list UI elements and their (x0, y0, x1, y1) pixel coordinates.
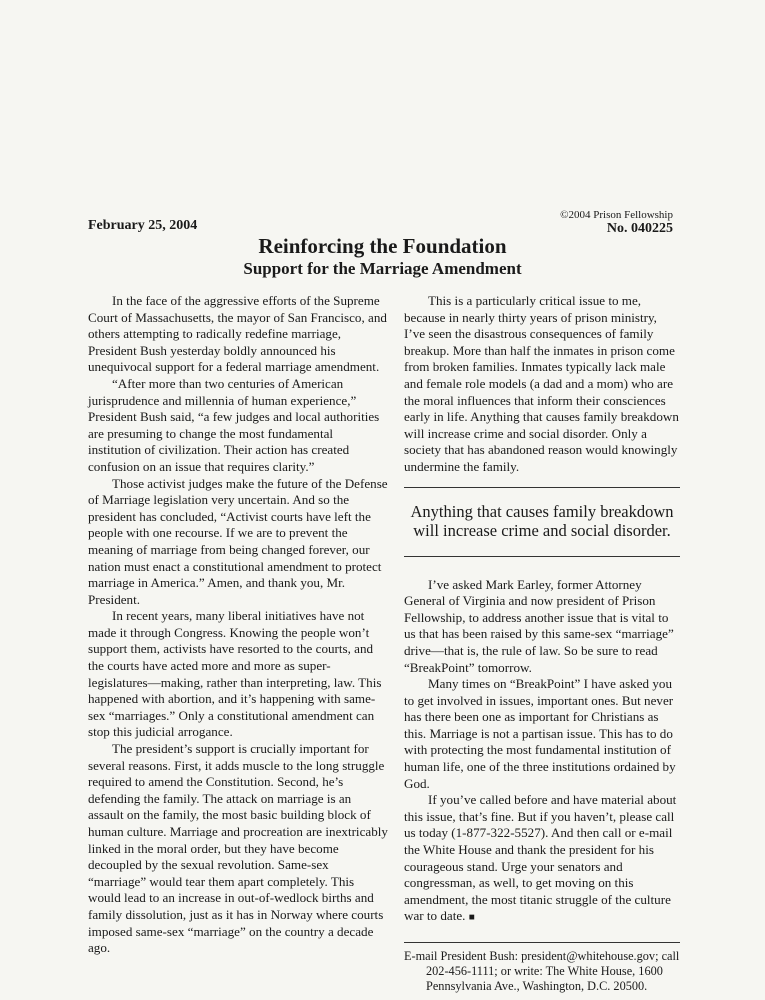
paragraph-text: If you’ve called before and have material about this issue, that’s fine. But if you haven’t, please call us today (1-877-322-5527). And then call or e-mail the White House and thank the president for his courageous stand. Urge your senators and congressman, as well, to get moving on this amendment, the most titanic struggle of the culture war to date. (404, 792, 677, 924)
issue-number: No. 040225 (606, 221, 673, 236)
footer-rule (404, 942, 680, 943)
paragraph: Those activist judges make the future of the Defense of Marriage legislation very uncertain. And so the president has concluded, “Activist courts have left the people with one recourse. If we are to prevent the meaning of marriage from being changed forever, our nation must enact a constitutional amendment to protect marriage in America.” Amen, and thank you, Mr. President. (88, 475, 388, 607)
paragraph: This is a particularly critical issue to me, because in nearly thirty years of prison ministry, I’ve seen the disastrous consequences of family breakup. More than half the inmates in prison come from broken families. Inmates typically lack male and female role models (a dad and a mom) who are the moral influences that inform their consciences early in life. Anything that causes family breakdown will increase crime and social disorder. Only a society that has abandoned reason would knowingly undermine the family. (404, 293, 679, 474)
paragraph: I’ve asked Mark Earley, former Attorney General of Virginia and now president of Prison Fellowship, to address another issue that is vital to us that has been raised by this same-sex “marriage” drive—that is, the rule of law. So be sure to read “BreakPoint” tomorrow. (404, 576, 674, 675)
pull-quote: Anything that causes family breakdown will increase crime and social disorder. (410, 501, 674, 540)
right-column (404, 293, 680, 994)
closing-paragraph (404, 792, 680, 927)
page-subtitle: Support for the Marriage Amendment (243, 259, 522, 278)
paragraph: In the face of the aggressive efforts of the Supreme Court of Massachusetts, the mayor of San Francisco, and others attempting to radically redefine marriage, President Bush yesterday boldly announced his unequivocal support for a federal marriage amendment. (88, 293, 387, 375)
left-column (88, 293, 388, 957)
pull-quote-top-rule (404, 487, 680, 488)
copyright-notice: ©2004 Prison Fellowship (560, 209, 673, 221)
paragraph: Many times on “BreakPoint” I have asked you to get involved in issues, important ones. But never has there been one as important for Christians as this. Marriage is not a partisan issue. This has to do with protecting the most fundamental institution of human life, one of the three institutions ordained by God. (404, 676, 676, 791)
date-line: February 25, 2004 (88, 218, 198, 233)
contact-info: E-mail President Bush: president@whitehouse.gov; call 202-456-1111; or write: The White House, 1600 Pennsylvania Ave., Washington, D.C. 20500. (404, 949, 680, 993)
end-mark-icon: ■ (468, 912, 475, 924)
paragraph: In recent years, many liberal initiatives have not made it through Congress. Knowing the people won’t support them, activists have resorted to the courts, and the courts have acted more and more as super-legislatures—making, rather than interpreting, law. This happened with abortion, and it’s happening with same-sex “marriages.” Only a constitutional amendment can stop this judicial arrogance. (88, 608, 382, 740)
paragraph: The president’s support is crucially important for several reasons. First, it adds muscle to the long struggle required to amend the Constitution. Second, he’s defending the family. The attack on marriage is an assault on the family, the most basic building block of human culture. Marriage and procreation are inextricably linked in the moral order, but they have become decoupled by the sexual revolution. Same-sex “marriage” would tear them apart completely. This would lead to an increase in out-of-wedlock births and family dissolution, just as it has in Norway where courts imposed same-sex “marriage” on the country a decade ago. (88, 741, 388, 956)
page-title: Reinforcing the Foundation (258, 234, 507, 258)
pull-quote-bottom-rule (404, 556, 680, 557)
paragraph: “After more than two centuries of American jurisprudence and millennia of human experience,” President Bush said, “a few judges and local authorities are presuming to change the most fundamental institution of civilization. Their action has created confusion on an issue that requires clarity.” (88, 375, 380, 474)
